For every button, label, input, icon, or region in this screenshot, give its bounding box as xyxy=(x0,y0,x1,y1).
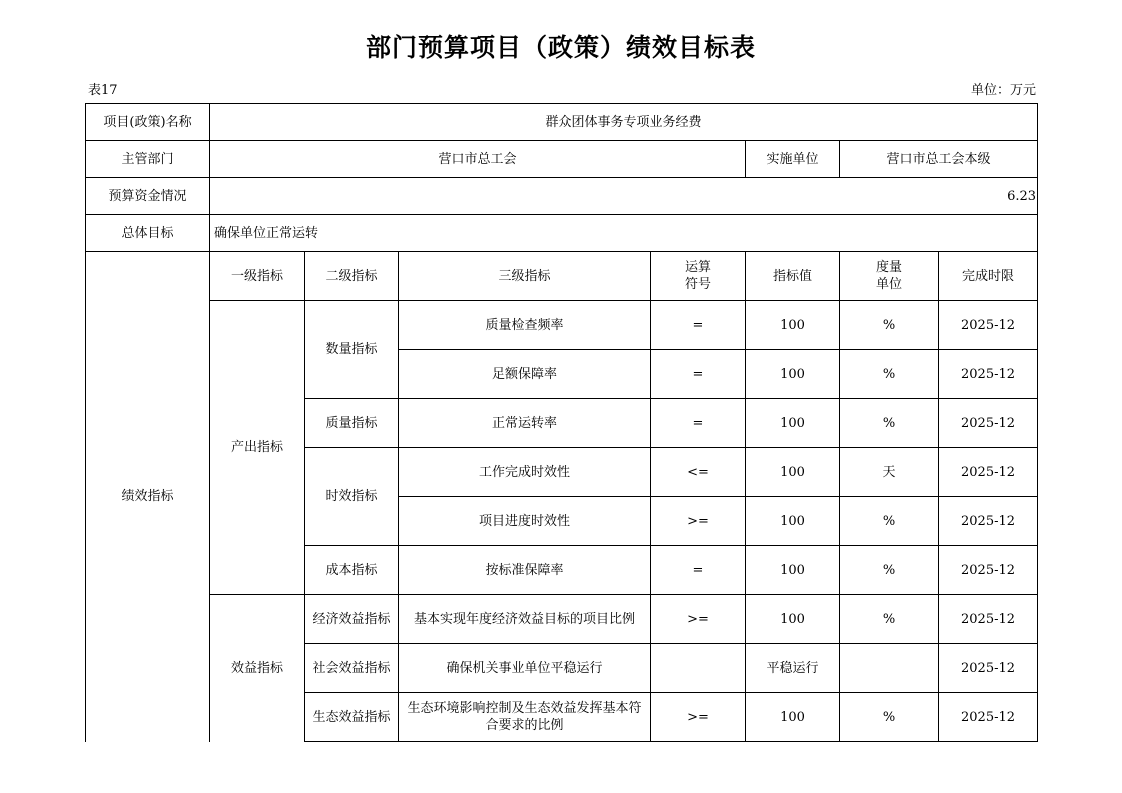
deadline-cell: 2025-12 xyxy=(939,693,1038,742)
deadline-cell: 2025-12 xyxy=(939,350,1038,399)
overall-goal-value: 确保单位正常运转 xyxy=(210,215,1038,252)
indicator-cell: 工作完成时效性 xyxy=(399,448,651,497)
group-output: 产出指标 xyxy=(210,301,305,595)
subgroup-quality: 质量指标 xyxy=(305,399,399,448)
budget-value: 6.23 xyxy=(210,178,1038,215)
unit-label: 单位：万元 xyxy=(970,83,1036,98)
budget-label: 预算资金情况 xyxy=(86,178,210,215)
table-row xyxy=(86,595,1038,644)
department-value: 营口市总工会 xyxy=(210,141,746,178)
project-name-value: 群众团体事务专项业务经费 xyxy=(210,104,1038,141)
impl-unit-label: 实施单位 xyxy=(746,141,840,178)
page-title: 部门预算项目（政策）绩效目标表 xyxy=(365,33,756,62)
department-label: 主管部门 xyxy=(86,141,210,178)
subgroup-cost: 成本指标 xyxy=(305,546,399,595)
indicator-cell: 按标准保障率 xyxy=(399,546,651,595)
value-cell: 100 xyxy=(746,595,840,644)
unit-cell: % xyxy=(840,595,939,644)
unit-cell: 天 xyxy=(840,448,939,497)
operator-cell: = xyxy=(651,350,746,399)
header-level1: 一级指标 xyxy=(210,252,305,301)
indicator-cell: 确保机关事业单位平稳运行 xyxy=(399,644,651,693)
operator-cell: = xyxy=(651,301,746,350)
deadline-cell: 2025-12 xyxy=(939,448,1038,497)
indicator-cell: 正常运转率 xyxy=(399,399,651,448)
subgroup-quantity: 数量指标 xyxy=(305,301,399,399)
value-cell: 100 xyxy=(746,546,840,595)
budget-row xyxy=(86,178,1038,215)
header-row xyxy=(86,252,1038,301)
value-cell: 平稳运行 xyxy=(746,644,840,693)
table-number: 表17 xyxy=(88,83,118,98)
header-deadline: 完成时限 xyxy=(939,252,1038,301)
overall-goal-label: 总体目标 xyxy=(86,215,210,252)
operator-cell: = xyxy=(651,399,746,448)
operator-cell: >= xyxy=(651,693,746,742)
indicator-cell: 基本实现年度经济效益目标的项目比例 xyxy=(399,595,651,644)
subgroup-ecological: 生态效益指标 xyxy=(305,693,399,742)
performance-label: 绩效指标 xyxy=(86,252,210,742)
deadline-cell: 2025-12 xyxy=(939,497,1038,546)
indicator-cell: 质量检查频率 xyxy=(399,301,651,350)
unit-cell: % xyxy=(840,301,939,350)
department-row xyxy=(86,141,1038,178)
subgroup-social: 社会效益指标 xyxy=(305,644,399,693)
operator-cell: >= xyxy=(651,595,746,644)
unit-cell: % xyxy=(840,497,939,546)
value-cell: 100 xyxy=(746,301,840,350)
subgroup-economic: 经济效益指标 xyxy=(305,595,399,644)
unit-cell: % xyxy=(840,546,939,595)
overall-goal-row xyxy=(86,215,1038,252)
unit-cell: % xyxy=(840,350,939,399)
subgroup-timeliness: 时效指标 xyxy=(305,448,399,546)
header-level3: 三级指标 xyxy=(399,252,651,301)
deadline-cell: 2025-12 xyxy=(939,399,1038,448)
unit-cell: % xyxy=(840,693,939,742)
value-cell: 100 xyxy=(746,399,840,448)
deadline-cell: 2025-12 xyxy=(939,546,1038,595)
operator-cell: <= xyxy=(651,448,746,497)
unit-cell: % xyxy=(840,399,939,448)
header-operator: 运算 符号 xyxy=(651,252,746,301)
operator-cell: >= xyxy=(651,497,746,546)
unit-cell xyxy=(840,644,939,693)
indicator-cell: 生态环境影响控制及生态效益发挥基本符合要求的比例 xyxy=(399,693,651,742)
deadline-cell: 2025-12 xyxy=(939,595,1038,644)
header-level2: 二级指标 xyxy=(305,252,399,301)
indicator-cell: 项目进度时效性 xyxy=(399,497,651,546)
performance-target-table xyxy=(85,103,1038,742)
value-cell: 100 xyxy=(746,448,840,497)
project-name-label: 项目(政策)名称 xyxy=(86,104,210,141)
operator-cell: = xyxy=(651,546,746,595)
deadline-cell: 2025-12 xyxy=(939,644,1038,693)
header-unit: 度量 单位 xyxy=(840,252,939,301)
impl-unit-value: 营口市总工会本级 xyxy=(840,141,1038,178)
project-name-row xyxy=(86,104,1038,141)
value-cell: 100 xyxy=(746,497,840,546)
header-target-value: 指标值 xyxy=(746,252,840,301)
deadline-cell: 2025-12 xyxy=(939,301,1038,350)
operator-cell xyxy=(651,644,746,693)
group-benefit: 效益指标 xyxy=(210,595,305,742)
table-row xyxy=(86,301,1038,350)
value-cell: 100 xyxy=(746,350,840,399)
value-cell: 100 xyxy=(746,693,840,742)
indicator-cell: 足额保障率 xyxy=(399,350,651,399)
